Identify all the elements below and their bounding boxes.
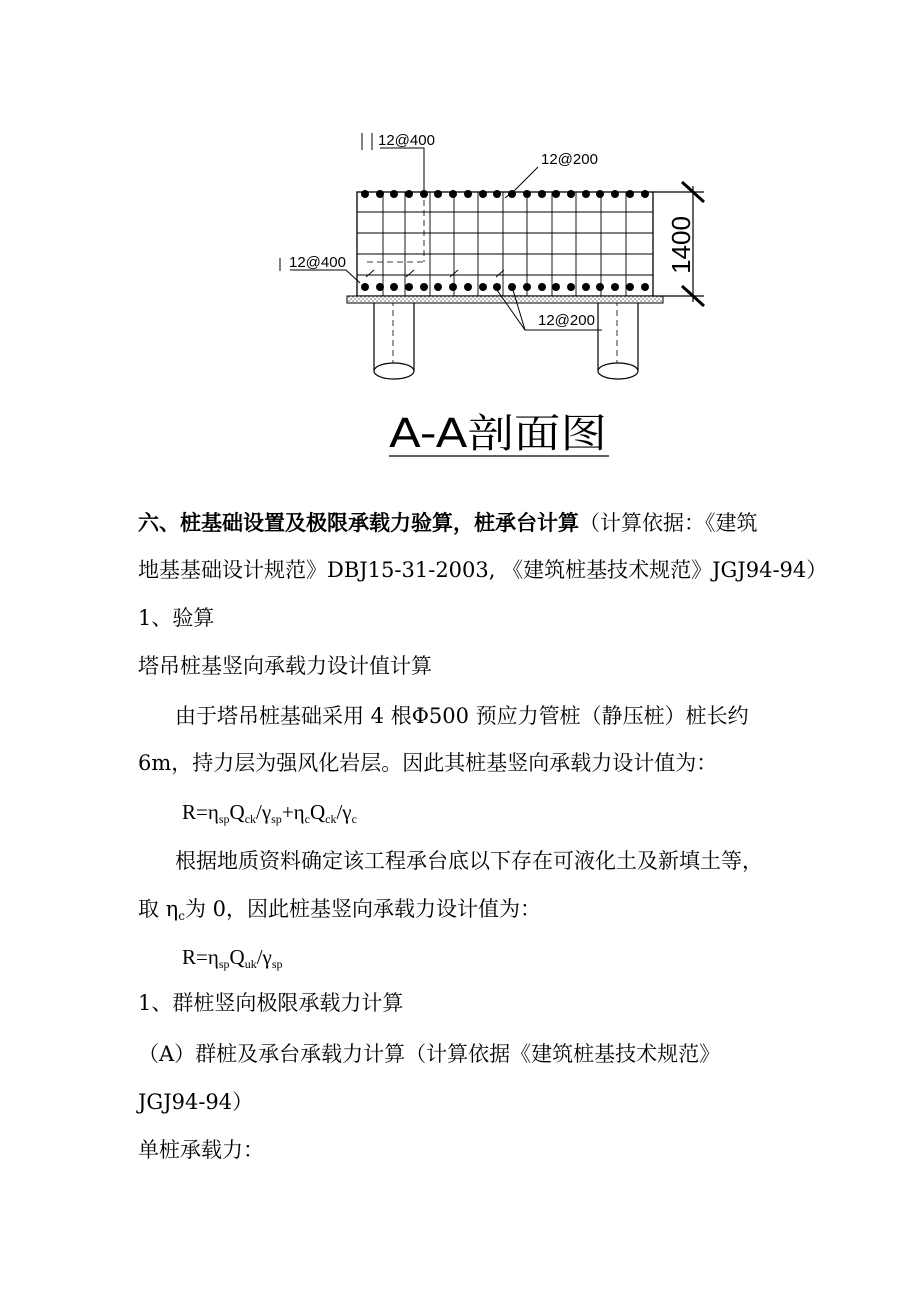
rebar-grid	[357, 192, 653, 296]
section-title: A-A剖面图	[389, 411, 607, 457]
top-rebar-dots	[361, 190, 649, 198]
a-line2: JGJ94-94）	[138, 1090, 254, 1114]
heading-line-1	[138, 508, 758, 538]
heading-line-2: 地基基础设计规范》DBJ15-31-2003, 《建筑桩基技术规范》JGJ94-94）	[138, 558, 828, 582]
label-mid-left: 12@400	[289, 254, 346, 271]
single-pile: 单桩承载力：	[138, 1138, 264, 1162]
heading-bold: 六、桩基础设置及极限承载力验算，桩承台计算	[138, 510, 579, 535]
para1-line1: 由于塔吊桩基础采用 4 根Φ500 预应力管桩（静压桩）桩长约	[175, 704, 749, 728]
formula-2: $R=\eta_{sp}Q_{uk}/\gamma_{sp}$	[182, 945, 283, 971]
para1-line2: 6m，持力层为强风化岩层。因此其桩基竖向承载力设计值为：	[138, 751, 718, 775]
para2-line1: 根据地质资料确定该工程承台底以下存在可液化土及新填土等，	[175, 849, 763, 873]
verify-heading: 1、验算	[138, 606, 215, 630]
label-top-right: 12@200	[541, 151, 598, 168]
para2-line2: 取 $\eta_c$为 0，因此桩基竖向承载力设计值为：	[138, 897, 542, 923]
label-top-left: 12@400	[378, 132, 435, 149]
pile-right	[598, 303, 638, 379]
pile-left	[374, 303, 414, 379]
hook-ticks	[366, 270, 504, 277]
section-drawing	[0, 0, 920, 480]
a-line1: （A）群桩及承台承载力计算（计算依据《建筑桩基技术规范》	[138, 1042, 721, 1066]
formula-1: $R=\eta_{sp}Q_{ck}/\gamma_{sp}+\eta_cQ_{ck}/\gamma_c$	[182, 800, 357, 826]
pile-cap-outline	[357, 192, 653, 296]
subtitle: 塔吊桩基竖向承载力设计值计算	[138, 654, 432, 678]
dimension-text: 1400	[666, 216, 696, 274]
group-heading: 1、群桩竖向极限承载力计算	[138, 991, 404, 1015]
center-lines	[367, 190, 617, 368]
bottom-rebar-dots	[361, 283, 649, 291]
label-bottom-right: 12@200	[538, 312, 595, 329]
heading-normal: （计算依据：《建筑	[579, 511, 758, 535]
